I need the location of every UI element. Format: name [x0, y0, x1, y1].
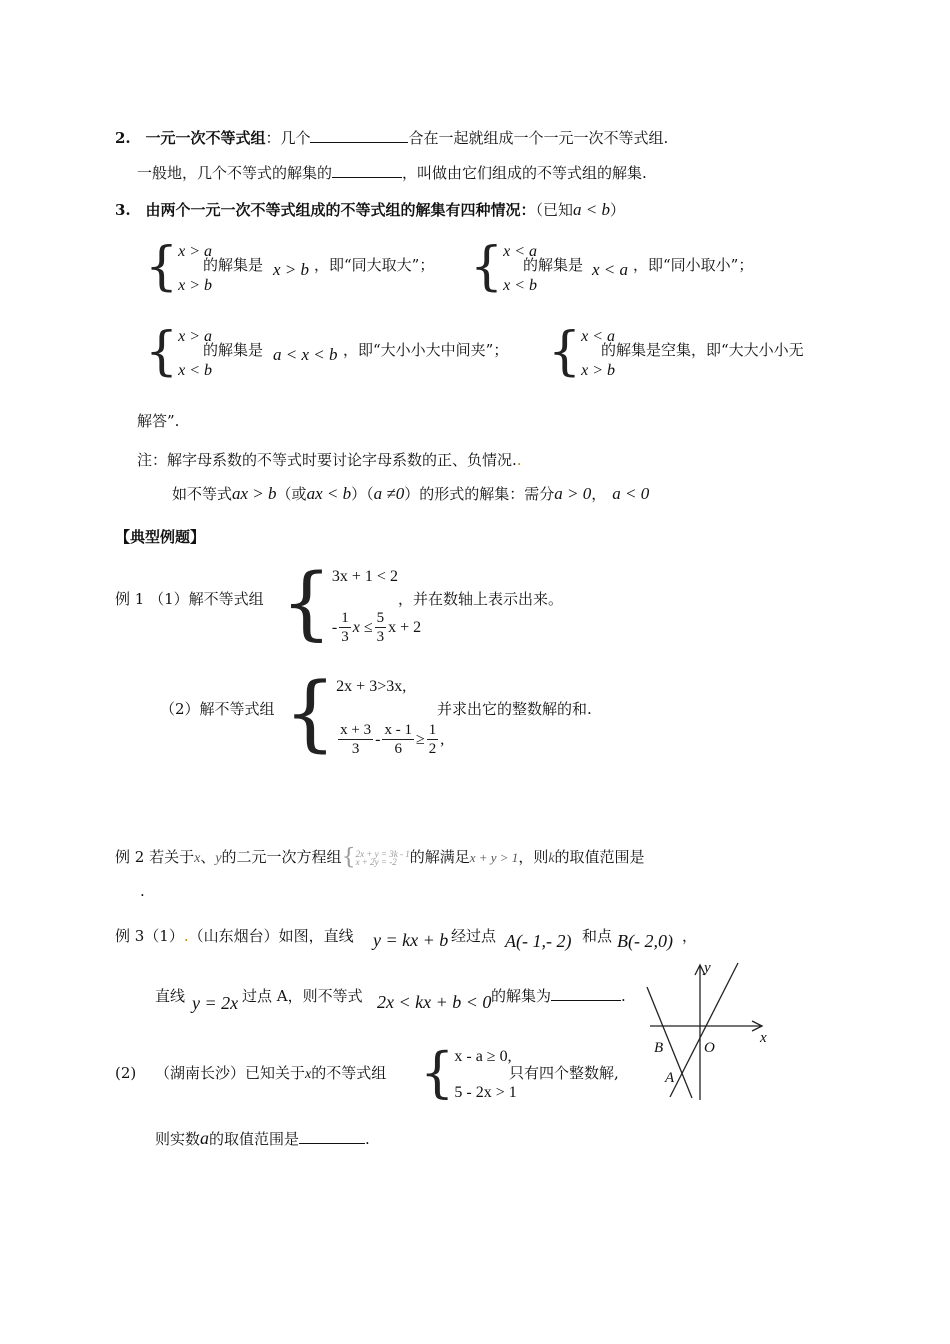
ex1b-frac1 — [338, 721, 373, 758]
ex3-mark: . — [183, 927, 189, 945]
ex2-d: ，则 — [518, 848, 549, 866]
ex2-period: . — [140, 882, 145, 900]
note2-b: （或 — [276, 485, 307, 503]
ex3b-line1 — [115, 1062, 386, 1083]
ex1-row1: 3x + 1 < 2 — [331, 568, 398, 585]
item2-blank2[interactable] — [332, 163, 402, 178]
ex1-x-plus-2: x + 2 — [388, 618, 422, 636]
ex1b-frac3 — [427, 721, 439, 758]
ex3b-brace: { — [420, 1041, 455, 1104]
ex3-expr-line: y = kx + b — [373, 930, 449, 950]
case2-tail: ，即“同小取小”； — [633, 256, 754, 274]
ex3b-l2a: 则实数 — [155, 1130, 201, 1148]
ex2-brace: { — [341, 845, 356, 870]
ex3b-var-a: a — [200, 1128, 210, 1148]
ex2-rows — [356, 850, 410, 866]
ex2-y: y — [215, 851, 222, 866]
item3-number: 3. — [115, 201, 131, 219]
note2-a: 如不等式 — [172, 485, 233, 503]
case1-row2: x > b — [178, 277, 212, 294]
ex1-instruction: ，并在数轴上表示出来。 — [398, 590, 564, 608]
case2-solution-label: 的解集是 — [523, 256, 584, 274]
note2-e: ， — [591, 485, 607, 503]
note2-expr4: a > 0 — [554, 484, 592, 503]
item2-rest: 合在一起就组成一个一元一次不等式组. — [408, 129, 669, 147]
ex1-frac1 — [339, 609, 351, 646]
ex2-a: 例 2 若关于 — [115, 848, 195, 866]
item3-note-cond: a < b — [572, 200, 610, 219]
case1-solution-label: 的解集是 — [203, 256, 264, 274]
case3-solution-label: 的解集是 — [203, 341, 264, 359]
case1-solution: x > b — [273, 260, 310, 279]
case1-row1: x > a — [178, 243, 212, 260]
ex3-e: ， — [682, 927, 698, 945]
fig-b-label: B — [654, 1040, 664, 1056]
ex3b-a: (2) — [115, 1064, 137, 1082]
ex1b-frac1-den: 3 — [351, 741, 360, 757]
case3-system — [145, 322, 212, 382]
ex3-b: （山东烟台）如图，直线 — [188, 927, 354, 945]
ex1-frac1-den: 3 — [341, 629, 349, 645]
note2-expr1: ax > b — [232, 484, 277, 503]
ex3-line1 — [115, 925, 354, 946]
ex1b-row2 — [336, 721, 444, 758]
ex1b-ge: ≥ — [415, 730, 425, 748]
case4-solution-label: 的解集是空集，即“大大小小无 — [601, 341, 804, 359]
graph-figure — [640, 955, 790, 1105]
ex3-expr-2x: y = 2x — [192, 993, 239, 1013]
ex1b-label: （2）解不等式组 — [160, 700, 275, 718]
ex3b-x: x — [305, 1067, 312, 1082]
ex3b-answer-blank[interactable] — [299, 1129, 365, 1144]
note1-text: 注：解字母系数的不等式时要讨论字母系数的正、负情况. — [137, 451, 517, 469]
ex3-answer-blank[interactable] — [551, 986, 621, 1001]
item2-line2-b: ，叫做由它们组成的不等式组的解集. — [402, 164, 647, 182]
ex3-l2c: 的解集为 — [491, 987, 552, 1005]
ex2-c: 的解满足 — [409, 848, 470, 866]
note1-mark: . — [516, 451, 522, 469]
ex3b-d: 只有四个整数解, — [509, 1064, 619, 1082]
ex1b-frac1-num: x + 3 — [340, 722, 372, 738]
note2-expr2: ax < b — [306, 484, 352, 503]
note2-expr5: a < 0 — [612, 484, 650, 503]
fig-o-label: O — [704, 1040, 715, 1056]
case1-brace: { — [145, 237, 179, 297]
ex3b-line2 — [155, 1128, 370, 1149]
case3-tail: ，即“大小小大中间夹”； — [343, 341, 509, 359]
ex1b-frac2 — [382, 721, 414, 758]
case4-row2: x > b — [581, 362, 615, 379]
ex3b-c: 的不等式组 — [311, 1064, 387, 1082]
ex2-line — [115, 845, 645, 870]
ex3-a: 例 3（1） — [115, 927, 184, 945]
section-heading: 【典型例题】 — [115, 528, 206, 546]
ex2-x: x — [194, 851, 201, 866]
ex1-x-le: x ≤ — [352, 618, 373, 636]
ex3b-b: （湖南长沙）已知关于 — [155, 1064, 306, 1082]
item2-blank[interactable] — [310, 128, 408, 143]
ex1b-frac3-den: 2 — [428, 741, 437, 757]
ex2-sep: 、 — [200, 848, 216, 866]
ex3-inequality: 2x < kx + b < 0 — [377, 992, 492, 1012]
item3-title: 由两个一元一次不等式组成的不等式组的解集有四种情况： — [145, 201, 536, 219]
note-line2 — [172, 483, 649, 504]
fig-a-label: A — [665, 1070, 675, 1086]
ex2-row2: x + 2y = -2 — [355, 857, 397, 867]
item2-title: 一元一次不等式组 — [145, 129, 266, 147]
note-line1 — [137, 449, 522, 470]
note2-c: ）（ — [351, 485, 374, 503]
ex1b-frac2-num: x - 1 — [384, 722, 412, 738]
fig-x-label: x — [760, 1030, 767, 1046]
case1-system — [145, 237, 212, 297]
ex1b-rows — [336, 676, 444, 758]
ex1-frac1-num: 1 — [341, 610, 349, 626]
ex3b-system — [420, 1041, 517, 1104]
case1-tail: ，即“同大取大”； — [314, 256, 435, 274]
ex3-c: 经过点 — [451, 927, 497, 945]
ex3b-l2b: 的取值范围是 — [209, 1130, 300, 1148]
note2-d: ）的形式的解集：需分 — [404, 485, 555, 503]
ex2-cond: x + y > 1 — [469, 850, 519, 865]
item2-line2-a: 一般地，几个不等式的解集的 — [137, 164, 333, 182]
ex3-l2b: 过点 A，则不等式 — [242, 987, 363, 1005]
item3-note-close: ） — [609, 201, 625, 219]
ex1b-instruction: 并求出它的整数解的和. — [437, 700, 592, 718]
ex3b-rows — [454, 1048, 516, 1102]
line-y-2x — [670, 963, 738, 1097]
ex2-e: 的取值范围是 — [554, 848, 645, 866]
item3-line — [115, 199, 625, 220]
ex1b-frac2-den: 6 — [394, 741, 402, 757]
ex1b-minus: - — [375, 730, 381, 748]
ex1b-brace: { — [284, 666, 337, 761]
case2-solution: x < a — [592, 260, 629, 279]
ex2-b: 的二元一次方程组 — [221, 848, 342, 866]
ex1-frac2 — [375, 609, 387, 646]
case3-row1: x > a — [178, 328, 212, 345]
ex3-l2c-line: 的解集为 . — [491, 987, 626, 1005]
ex3b-l2c: . — [365, 1130, 370, 1148]
case2-row2: x < b — [503, 277, 537, 294]
ex2-system — [341, 845, 410, 870]
ex2-k: k — [548, 851, 555, 866]
ex1-row2 — [332, 609, 421, 646]
ex1-frac2-den: 3 — [376, 629, 385, 645]
case4-continuation: 解答”. — [137, 412, 180, 430]
ex1b-frac3-num: 1 — [428, 722, 437, 738]
case3-row2: x < b — [178, 362, 212, 379]
ex3-point-a: A(- 1,- 2) — [505, 931, 572, 951]
ex3b-row1: x - a ≥ 0, — [454, 1048, 512, 1065]
case4-row1: x < a — [581, 328, 615, 345]
ex1-frac2-num: 5 — [376, 610, 385, 626]
fig-y-label: y — [704, 960, 711, 976]
ex3b-row2: 5 - 2x > 1 — [454, 1084, 517, 1101]
ex1-brace: { — [281, 556, 332, 649]
case2-brace: { — [470, 237, 504, 297]
item2-colon: ：几个 — [265, 129, 311, 147]
ex1b-system — [284, 666, 445, 761]
ex1-minus: - — [331, 618, 338, 636]
item2-line1 — [115, 127, 668, 148]
ex3-l2a: 直线 — [155, 987, 186, 1005]
ex1-label: 例 1 （1）解不等式组 — [115, 590, 264, 608]
ex1b-row1: 2x + 3>3x, — [336, 678, 407, 695]
case3-brace: { — [145, 322, 179, 382]
case4-brace: { — [548, 322, 582, 382]
note2-expr3: a ≠0 — [373, 484, 405, 503]
case3-solution: a < x < b — [273, 345, 338, 364]
item2-line2 — [137, 162, 647, 183]
item2-number: 2. — [115, 129, 131, 147]
ex3-d: 和点 — [582, 927, 613, 945]
ex1b-comma: , — [440, 730, 445, 748]
item3-note-open: （已知 — [535, 201, 573, 219]
case2-row1: x < a — [503, 243, 537, 260]
ex2-row1: 2x + y = 3k - 1 — [355, 849, 410, 859]
ex3-point-b: B(- 2,0) — [617, 931, 673, 951]
